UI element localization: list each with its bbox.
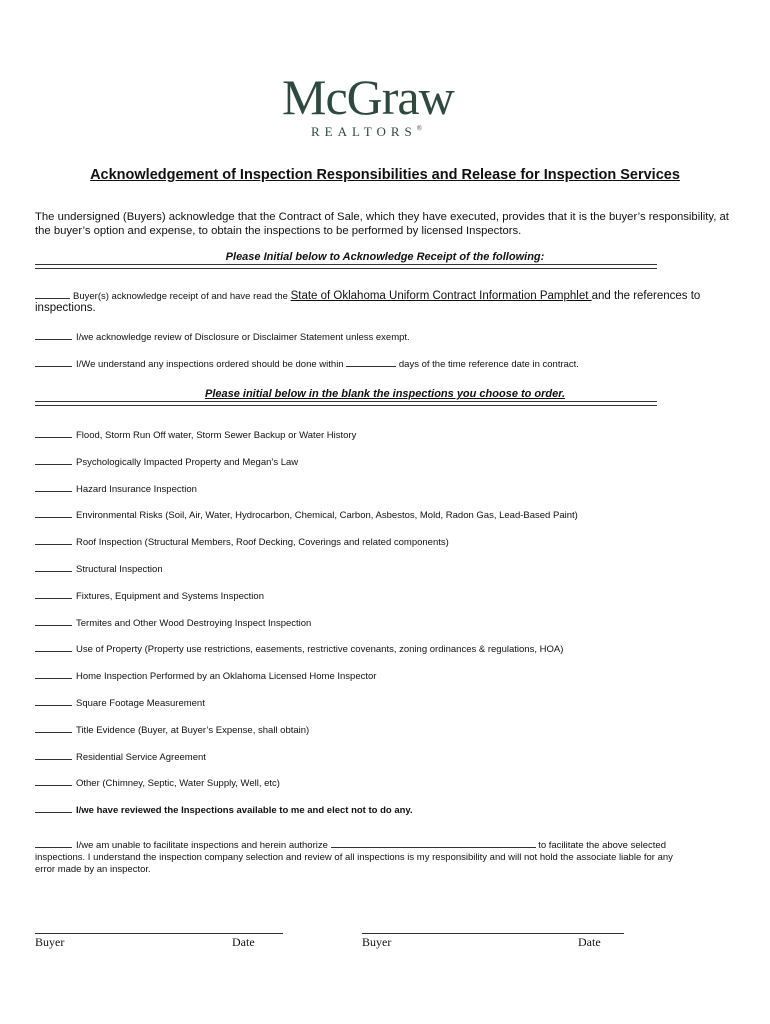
inspection-item-label: Fixtures, Equipment and Systems Inspection (76, 590, 264, 602)
document-title: Acknowledgement of Inspection Responsibilities and Release for Inspection Services (90, 167, 680, 183)
inspection-item-label: Other (Chimney, Septic, Water Supply, Well, etc) (76, 778, 280, 790)
inspection-item (35, 642, 563, 656)
initial-blank[interactable] (35, 455, 72, 465)
initial-blank[interactable] (35, 589, 72, 599)
date2-label: Date (578, 935, 601, 949)
receipt-item-3: I/We understand any inspections ordered should be done within days of the time reference date in contract. (35, 357, 579, 371)
initial-blank[interactable] (35, 428, 72, 438)
inspection-item (35, 562, 163, 576)
receipt-item-1-cont: inspections. (35, 302, 96, 314)
inspection-item (35, 776, 280, 790)
initial-blank[interactable] (35, 357, 72, 367)
initial-blank[interactable] (35, 776, 72, 786)
buyer1-label: Buyer (35, 935, 65, 949)
inspection-item (35, 696, 205, 710)
date1-label: Date (232, 935, 255, 949)
inspection-item-label: Environmental Risks (Soil, Air, Water, Hydrocarbon, Chemical, Carbon, Asbestos, Mold, Radon Gas, Lead-Based Paint) (76, 510, 578, 522)
inspection-item (35, 455, 298, 469)
initial-blank[interactable] (35, 838, 72, 848)
inspection-item (35, 482, 197, 496)
receipt-item-2: I/we acknowledge review of Disclosure or Disclaimer Statement unless exempt. (35, 330, 410, 344)
inspection-item-label: Residential Service Agreement (76, 751, 206, 763)
initial-blank[interactable] (35, 330, 72, 340)
inspection-item-label: Roof Inspection (Structural Members, Roof Decking, Coverings and related components) (76, 537, 449, 549)
company-logo-subtitle: REALTORS® (311, 124, 423, 139)
initial-blank[interactable] (35, 803, 72, 813)
initial-blank[interactable] (35, 669, 72, 679)
inspection-item-label: Structural Inspection (76, 564, 163, 575)
inspection-item (35, 428, 356, 442)
inspection-item-label: Psychologically Impacted Property and Megan’s Law (76, 456, 299, 468)
inspection-item (35, 669, 376, 683)
inspection-item (35, 508, 578, 522)
initial-blank[interactable] (35, 289, 70, 299)
initial-blank[interactable] (35, 642, 72, 652)
inspection-item (35, 750, 206, 764)
inspection-item-label: Hazard Insurance Inspection (76, 483, 197, 495)
decline-item: I/we have reviewed the Inspections available to me and elect not to do any. (35, 803, 413, 817)
inspection-item (35, 616, 311, 630)
buyer2-label: Buyer (362, 935, 392, 949)
inspection-item (35, 535, 449, 549)
inspector-name-blank[interactable] (331, 838, 536, 848)
authorize-line-2: inspections. I understand the inspection company selection and review of all inspections is my responsibility and will not hold the associate liable for any (35, 852, 673, 863)
receipt-item-1: Buyer(s) acknowledge receipt of and have read the State of Oklahoma Uniform Contract Information Pamphlet and the references to (35, 289, 700, 303)
section1-heading: Please Initial below to Acknowledge Receipt of the following: (225, 251, 545, 263)
section2-divider (35, 401, 657, 406)
inspection-item-label: Termites and Other Wood Destroying Inspect Inspection (76, 617, 312, 629)
initial-blank[interactable] (35, 508, 72, 518)
section1-divider (35, 264, 657, 269)
intro-paragraph: The undersigned (Buyers) acknowledge that the Contract of Sale, which they have executed, provides that it is the buyer’s responsibility, at the buyer’s option and expense, to obtain the inspections to be performed by licensed Inspectors. (35, 211, 729, 237)
initial-blank[interactable] (35, 750, 72, 760)
inspection-item-label: Title Evidence (Buyer, at Buyer’s Expense, shall obtain) (76, 724, 310, 736)
inspection-item-label: Use of Property (Property use restrictions, easements, restrictive covenants, zoning ordinances & regulations, HOA) (76, 644, 564, 656)
initial-blank[interactable] (35, 616, 72, 626)
buyer1-signature-line[interactable] (35, 933, 283, 934)
buyer2-signature-line[interactable] (362, 933, 624, 934)
initial-blank[interactable] (35, 535, 72, 545)
inspection-item-label: Home Inspection Performed by an Oklahoma Licensed Home Inspector (76, 671, 377, 683)
initial-blank[interactable] (35, 723, 72, 733)
authorize-line-1: I/we am unable to facilitate inspections and herein authorize to facilitate the above selected (35, 838, 666, 852)
inspection-item-label: Flood, Storm Run Off water, Storm Sewer Backup or Water History (76, 430, 357, 441)
section2-heading: Please initial below in the blank the inspections you choose to order. (204, 388, 566, 400)
inspection-item (35, 589, 264, 603)
company-logo: McGraw (282, 69, 454, 125)
initial-blank[interactable] (35, 482, 72, 492)
pamphlet-reference: State of Oklahoma Uniform Contract Information Pamphlet (290, 290, 592, 302)
inspection-item-label: Square Footage Measurement (76, 698, 205, 709)
initial-blank[interactable] (35, 696, 72, 706)
initial-blank[interactable] (35, 562, 72, 572)
inspection-item (35, 723, 309, 737)
days-blank[interactable] (346, 357, 396, 367)
authorize-line-3: error made by an inspector. (35, 864, 151, 875)
